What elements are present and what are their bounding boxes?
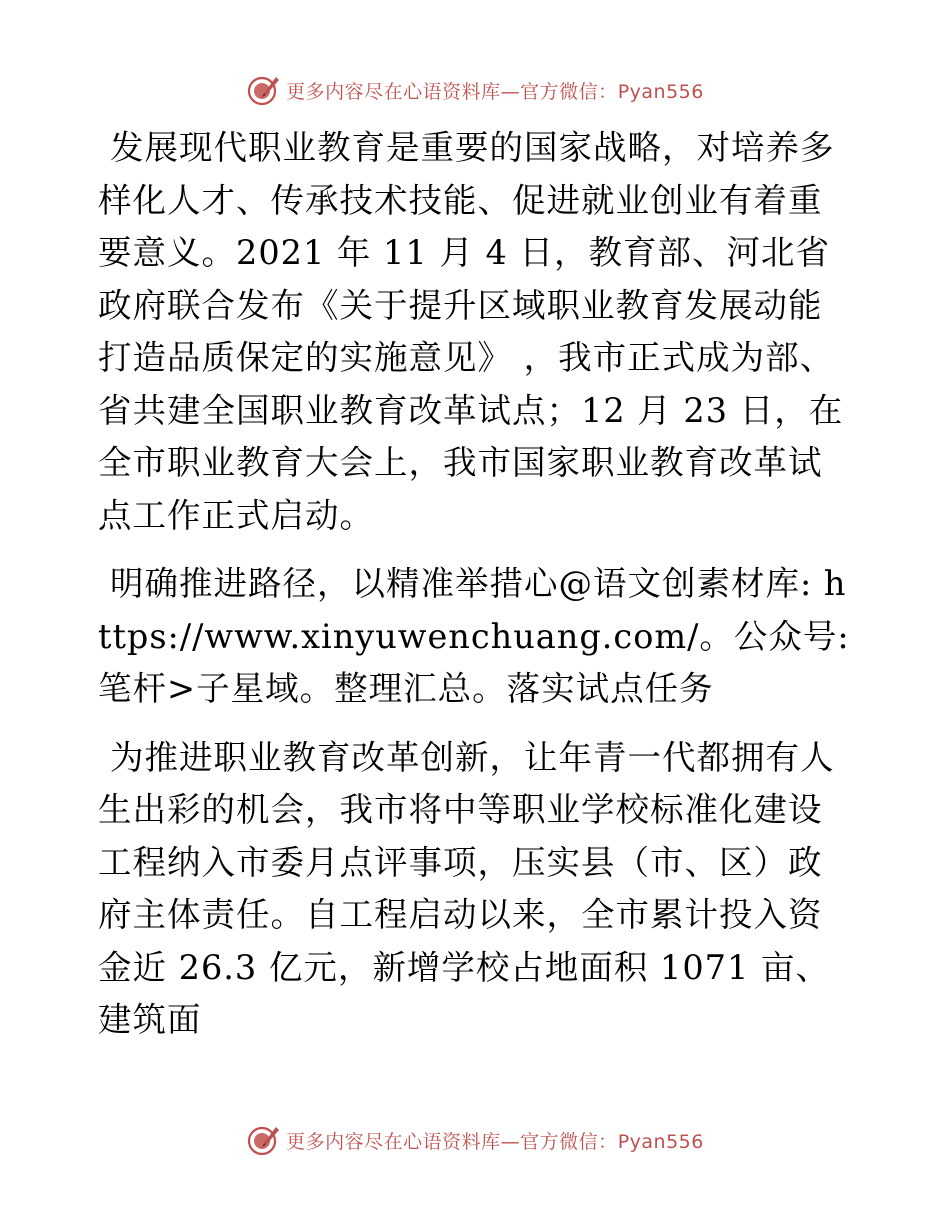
pen-logo-icon	[246, 73, 280, 107]
paragraph-3: 为推进职业教育改革创新，让年青一代都拥有人生出彩的机会，我市将中等职业学校标准化建设工程纳入市委月点评事项，压实县（市、区）政府主体责任。自工程启动以来，全市累计投入资金近 26.3 亿元，新增学校占地面积 1071 亩、建筑面	[98, 737, 835, 1039]
paragraph-1: 发展现代职业教育是重要的国家战略，对培养多样化人才、传承技术技能、促进就业创业有着重要意义。2021 年 11 月 4 日，教育部、河北省政府联合发布《关于提升区域职业教育发展动能打造品质保定的实施意见》 ，我市正式成为部、省共建全国职业教育改革试点；12 月 23 日，在全市职业教育大会上，我市国家职业教育改革试点工作正式启动。	[98, 128, 844, 535]
document-body	[98, 122, 850, 1063]
header-watermark-banner	[0, 70, 950, 110]
banner-text: 更多内容尽在心语资料库—官方微信：Pyan556	[286, 1130, 704, 1153]
banner-text: 更多内容尽在心语资料库—官方微信：Pyan556	[286, 80, 704, 103]
paragraph-2: 明确推进路径，以精准举措心@语文创素材库: https://www.xinyuwenchuang.com/。公众号: 笔杆>子星域。整理汇总。落实试点任务	[98, 564, 850, 708]
footer-watermark-banner	[0, 1120, 950, 1160]
pen-logo-icon	[246, 1123, 280, 1157]
